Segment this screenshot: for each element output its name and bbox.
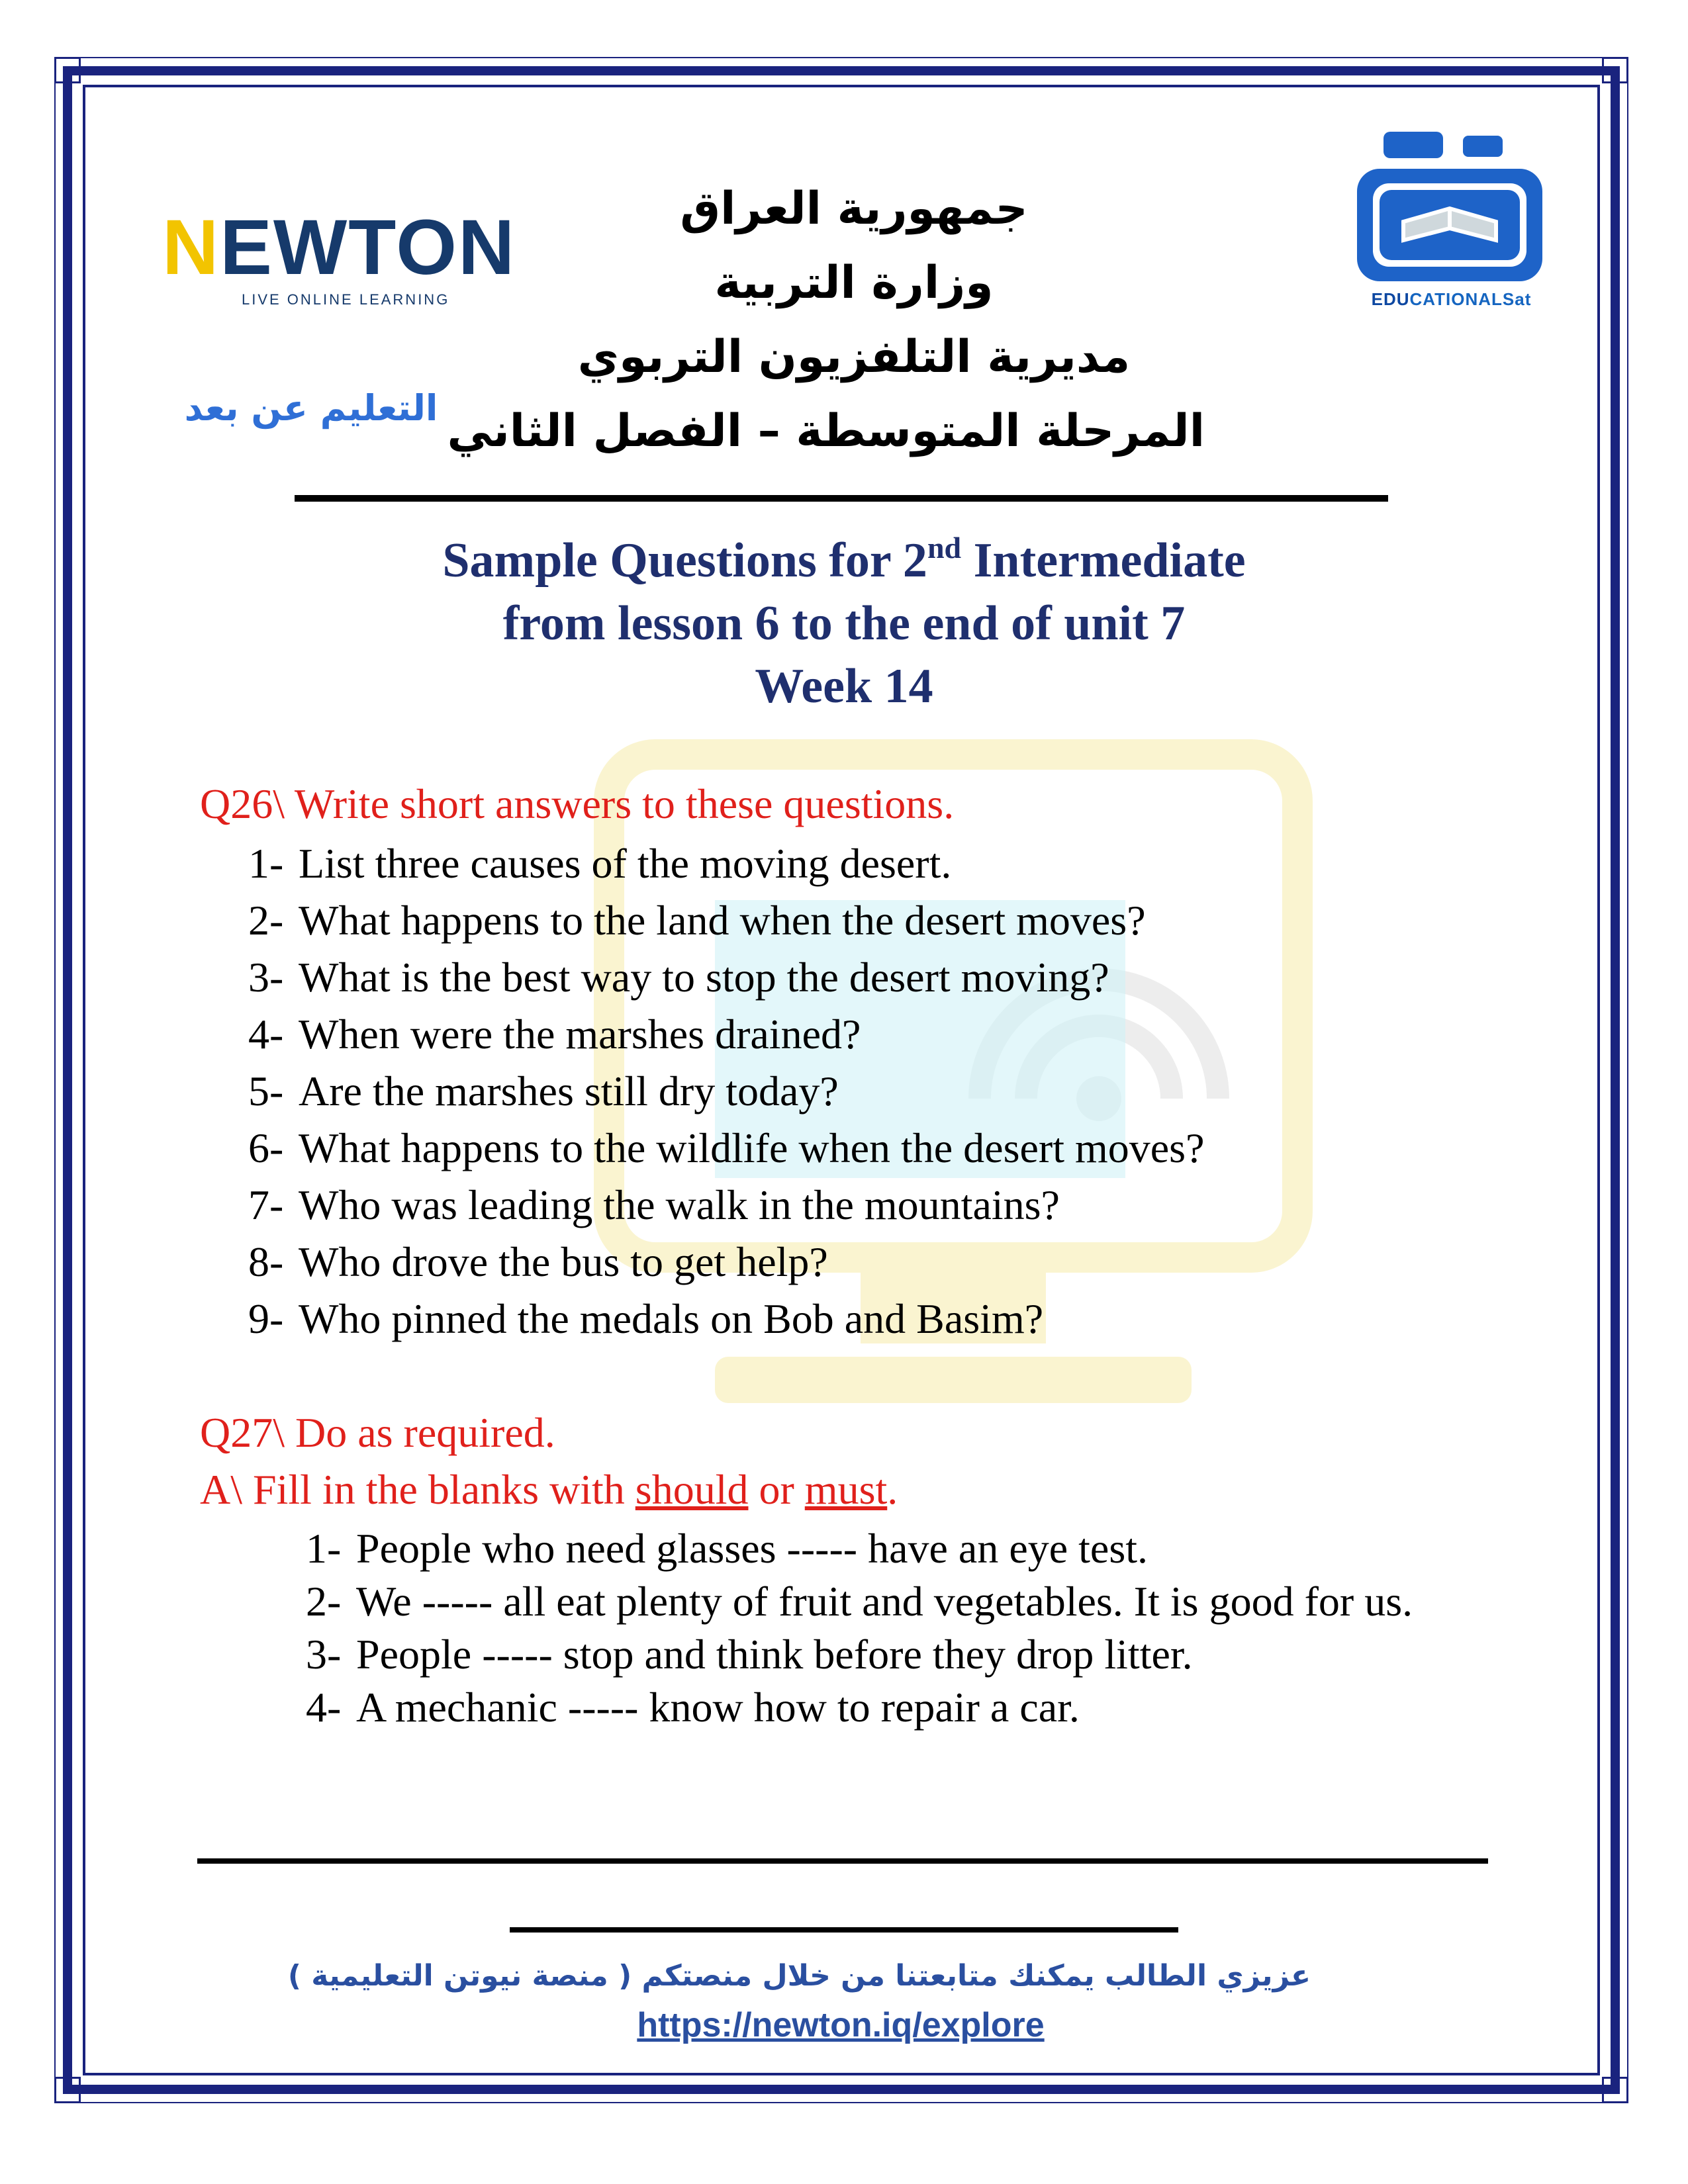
q27-word-should: should [635,1466,749,1513]
q27-heading: Q27\ Do as required. [200,1409,555,1456]
q26-item-number: 1- [248,840,284,887]
q26-item-text: What happens to the land when the desert moves? [299,897,1146,944]
educational-sat-text [1354,289,1549,310]
q27-item-number: 3- [306,1631,342,1678]
q26-item-text: What is the best way to stop the desert moving? [299,954,1109,1001]
q27-item [306,1628,1484,1681]
q26-list [248,835,1407,1347]
q26-item [248,892,1407,949]
q26-item-number: 9- [248,1295,284,1342]
q27-item [306,1575,1484,1628]
newton-letter-n: N [162,204,220,291]
header-divider [295,495,1388,502]
q27-item-number: 4- [306,1684,342,1731]
q27-sub-a-mid: or [748,1466,805,1513]
q26-item-number: 4- [248,1011,284,1058]
q26-item-text: Who pinned the medals on Bob and Basim? [299,1295,1044,1342]
footer-arabic-note: عزيزي الطالب يمكنك متابعتنا من خلال منصتكم ( منصة نيوتن التعليمية ) [287,1959,1311,1993]
title-line-1-post: Intermediate [961,533,1246,588]
distance-learning-label: التعليم عن بعد [184,387,438,429]
q26-item-text: When were the marshes drained? [299,1011,861,1058]
q26-item [248,949,1407,1006]
header-line-ministry: وزارة التربية [714,257,994,309]
q27-list [306,1522,1484,1734]
footer-link[interactable]: https://newton.iq/explore [637,2006,1045,2044]
q27-sub-a-pre: A\ Fill in the blanks with [200,1466,635,1513]
bottom-divider [197,1858,1488,1864]
q27-item [306,1681,1484,1734]
q26-item [248,1234,1407,1291]
q26-item [248,1120,1407,1177]
title-line-1-pre: Sample Questions for 2 [442,533,927,588]
educational-sat-logo [1344,129,1556,321]
q26-item-number: 2- [248,897,284,944]
frame-corner-bottom-left [54,2077,81,2103]
edu-text-prefix: EDU [1371,289,1410,309]
header-line-directorate: مديرية التلفزيون التربوي [577,331,1131,383]
q26-item-number: 8- [248,1238,284,1285]
q27-item-text: People ----- stop and think before they drop litter. [356,1631,1193,1678]
edu-text-rest: CATIONALSat [1409,289,1532,309]
q27-word-must: must [804,1466,888,1513]
newton-letters: EWTON [220,204,516,291]
worksheet-title [265,529,1423,718]
q27-sub-a-post: . [887,1466,898,1513]
frame-corner-bottom-right [1602,2077,1628,2103]
newton-wordmark [162,204,516,291]
frame-corner-top-left [54,57,81,83]
q26-item-text: What happens to the wildlife when the desert moves? [299,1124,1205,1171]
q27-item-text: A mechanic ----- know how to repair a car. [356,1684,1080,1731]
q26-item-number: 7- [248,1181,284,1228]
header-line-republic: جمهورية العراق [680,183,1028,235]
q26-heading: Q26\ Write short answers to these questions. [200,780,955,827]
q26-item-text: Who was leading the walk in the mountains? [299,1181,1060,1228]
q26-item [248,1291,1407,1347]
q26-item [248,1063,1407,1120]
title-line-2: from lesson 6 to the end of unit 7 [502,596,1186,651]
q26-item [248,1177,1407,1234]
newton-tagline: LIVE ONLINE LEARNING [242,291,450,308]
q26-item-number: 6- [248,1124,284,1171]
q27-sub-a [200,1465,898,1514]
q26-item-text: Who drove the bus to get help? [299,1238,828,1285]
q27-item [306,1522,1484,1575]
header-line-stage: المرحلة المتوسطة – الفصل الثاني [447,405,1205,457]
footer-divider [510,1927,1178,1933]
q27-item-number: 2- [306,1578,342,1625]
book-screen-icon [1344,129,1556,288]
q26-item [248,1006,1407,1063]
q26-item-number: 5- [248,1068,284,1115]
title-line-1 [265,529,1423,592]
q27-item-text: We ----- all eat plenty of fruit and vegetables. It is good for us. [356,1578,1413,1625]
title-line-3: Week 14 [755,659,933,713]
q26-item-number: 3- [248,954,284,1001]
q27-item-number: 1- [306,1525,342,1572]
title-ordinal: nd [927,531,962,565]
newton-logo [162,204,516,308]
frame-corner-top-right [1602,57,1628,83]
header-arabic [447,172,1205,469]
q27-item-text: People who need glasses ----- have an eye test. [356,1525,1148,1572]
q26-item-text: List three causes of the moving desert. [299,840,952,887]
q26-item [248,835,1407,892]
q26-item-text: Are the marshes still dry today? [299,1068,839,1115]
